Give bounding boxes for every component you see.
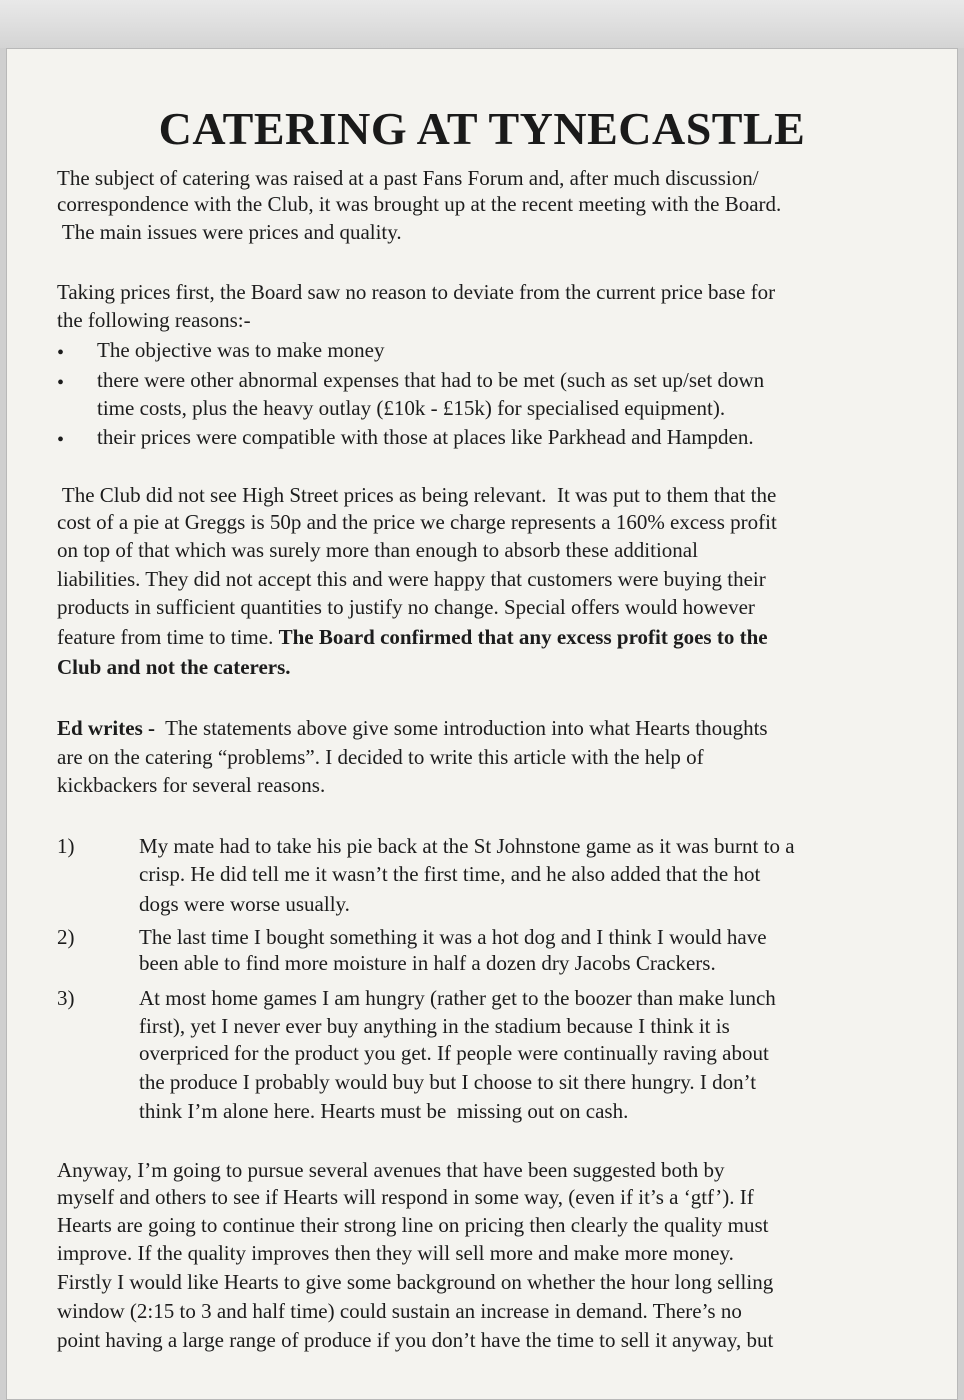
final-line: improve. If the quality improves then they will sell more and make more money. — [57, 1241, 734, 1265]
para3-line: products in sufficient quantities to justify no change. Special offers would however — [57, 595, 755, 619]
bullet-marker: • — [57, 372, 65, 394]
list-item-line: The last time I bought something it was a hot dog and I think I would have — [139, 925, 767, 949]
list-item-line: dogs were worse usually. — [139, 892, 350, 916]
page-top-edge — [0, 0, 964, 48]
list-item-line: think I’m alone here. Hearts must be missing out on cash. — [139, 1099, 629, 1123]
para3-line: The Club did not see High Street prices as being relevant. It was put to them that the — [57, 483, 777, 507]
list-item-line: been able to find more moisture in half a dozen dry Jacobs Crackers. — [139, 951, 716, 975]
para3-line: cost of a pie at Greggs is 50p and the price we charge represents a 160% excess profit — [57, 510, 777, 534]
ed-text: The statements above give some introduction into what Hearts thoughts — [160, 716, 768, 740]
final-line: window (2:15 to 3 and half time) could sustain an increase in demand. There’s no — [57, 1299, 742, 1323]
list-item-line: the produce I probably would buy but I choose to sit there hungry. I don’t — [139, 1070, 757, 1094]
ed-line: kickbackers for several reasons. — [57, 773, 326, 797]
para3-bold: The Board confirmed that any excess profit goes to the — [278, 625, 768, 649]
final-line: point having a large range of produce if you don’t have the time to sell it anyway, but — [57, 1328, 774, 1352]
para2-line: the following reasons:- — [57, 308, 251, 332]
final-line: myself and others to see if Hearts will respond in some way, (even if it’s a ‘gtf’). If — [57, 1185, 754, 1209]
para3-line: liabilities. They did not accept this and were happy that customers were buying their — [57, 567, 766, 591]
ed-label: Ed writes - — [57, 716, 161, 740]
article-title: CATERING AT TYNECASTLE — [158, 103, 806, 154]
list-item-line: crisp. He did tell me it wasn’t the first time, and he also added that the hot — [139, 862, 761, 886]
bullet-item: their prices were compatible with those at places like Parkhead and Hampden. — [97, 425, 754, 449]
list-item-line: first), yet I never ever buy anything in the stadium because I think it is — [139, 1014, 730, 1038]
list-number: 2) — [57, 925, 75, 949]
final-line: Anyway, I’m going to pursue several avenues that have been suggested both by — [57, 1158, 725, 1182]
para3-line — [57, 624, 768, 650]
para1-line: The main issues were prices and quality. — [57, 220, 402, 244]
ed-line: are on the catering “problems”. I decided to write this article with the help of — [57, 745, 704, 769]
list-item-line: overpriced for the product you get. If people were continually raving about — [139, 1041, 769, 1065]
list-number: 1) — [57, 834, 75, 858]
para3-bold-end: Club and not the caterers. — [57, 655, 291, 679]
para3-plain: feature from time to time. — [57, 625, 279, 649]
bullet-marker: • — [57, 429, 65, 451]
bullet-item: time costs, plus the heavy outlay (£10k - £15k) for specialised equipment). — [97, 396, 726, 420]
list-item-line: At most home games I am hungry (rather get to the boozer than make lunch — [139, 986, 776, 1010]
para1-line: The subject of catering was raised at a past Fans Forum and, after much discussion/ — [57, 166, 759, 190]
ed-line — [57, 715, 768, 741]
final-line: Firstly I would like Hearts to give some background on whether the hour long selling — [57, 1270, 774, 1294]
list-item-line: My mate had to take his pie back at the St Johnstone game as it was burnt to a — [139, 834, 795, 858]
para3-line: on top of that which was surely more than enough to absorb these additional — [57, 538, 698, 562]
list-number: 3) — [57, 986, 75, 1010]
bullet-marker: • — [57, 342, 65, 364]
bullet-item: there were other abnormal expenses that had to be met (such as set up/set down — [97, 368, 765, 392]
final-line: Hearts are going to continue their strong line on pricing then clearly the quality must — [57, 1213, 769, 1237]
para2-line: Taking prices first, the Board saw no reason to deviate from the current price base for — [57, 280, 776, 304]
para1-line: correspondence with the Club, it was brought up at the recent meeting with the Board. — [57, 192, 782, 216]
bullet-item: The objective was to make money — [97, 338, 385, 362]
